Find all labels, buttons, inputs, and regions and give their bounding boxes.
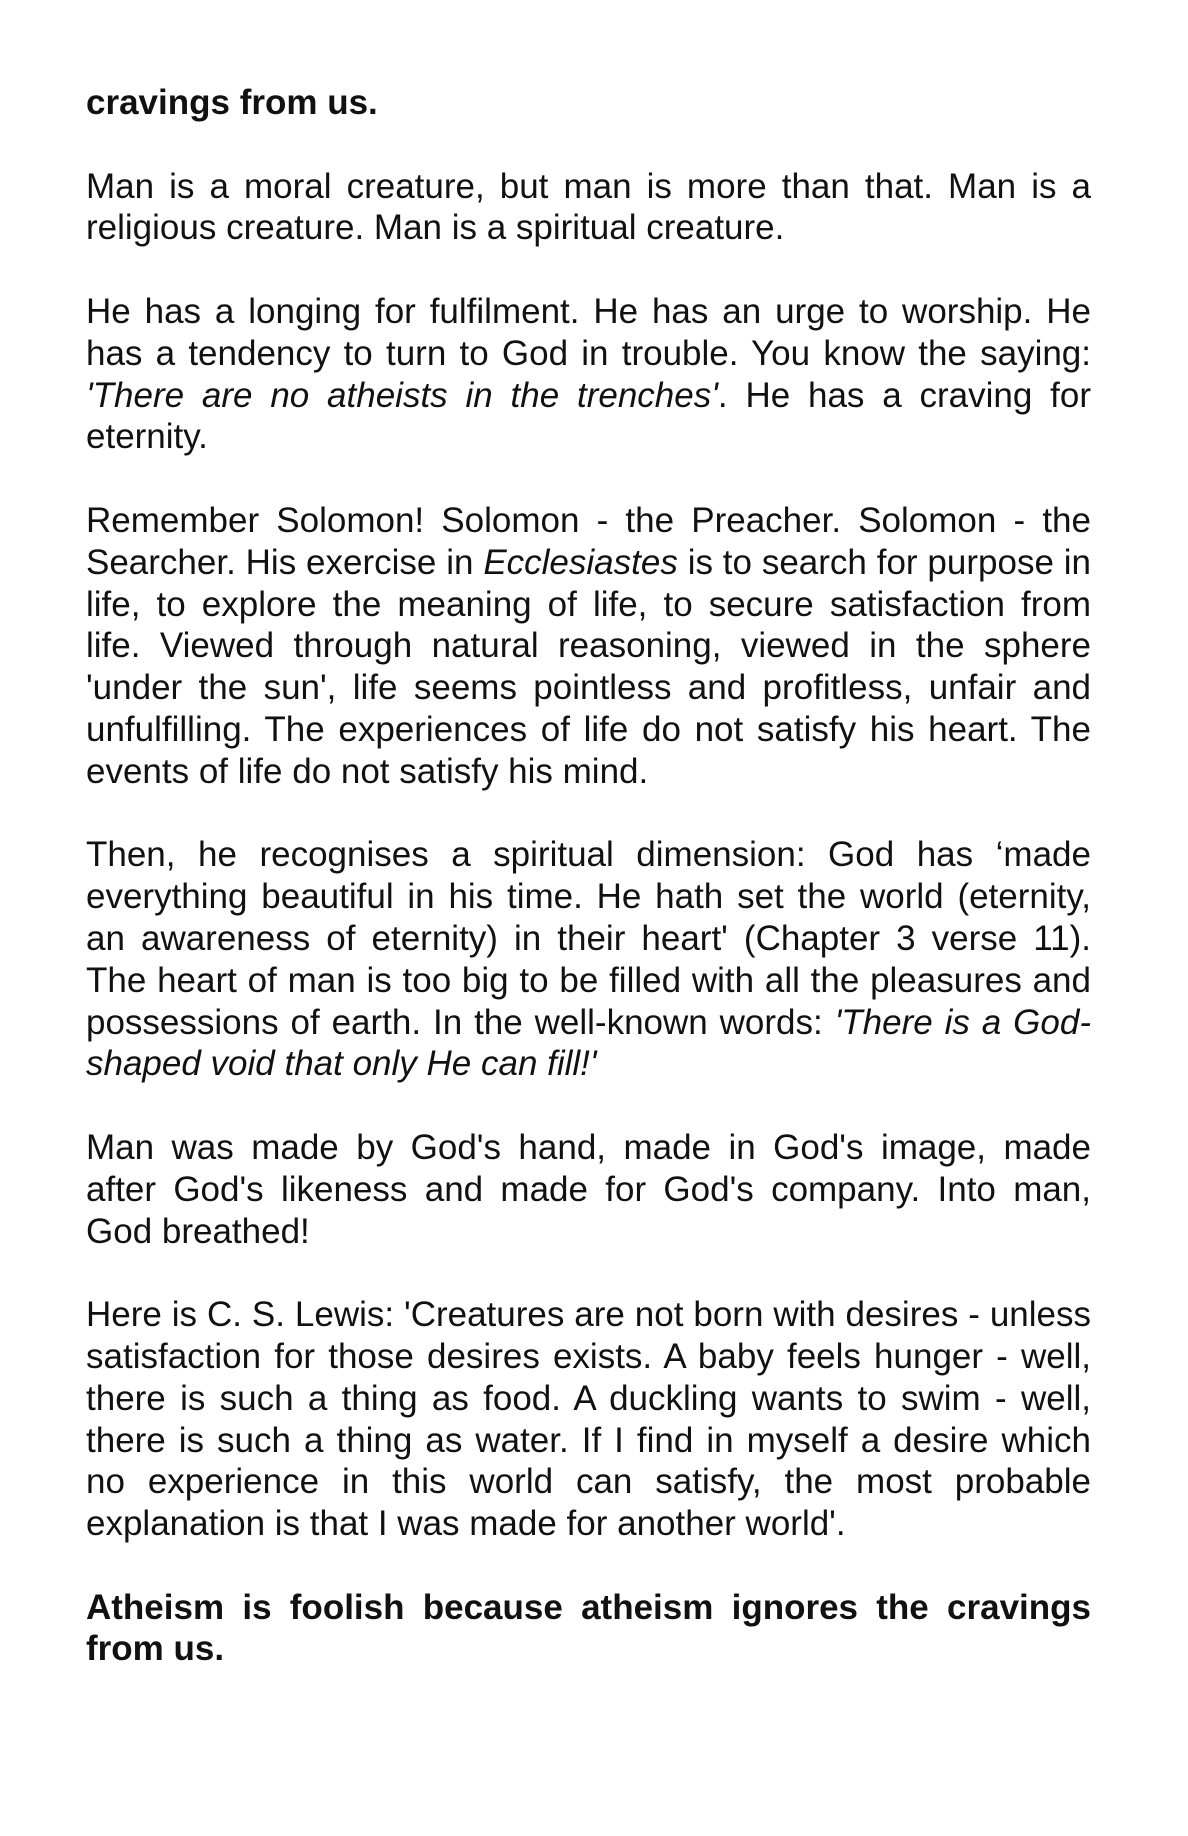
- paragraph-longing-end: . He has a craving for eternity.: [86, 375, 1091, 457]
- god-shaped-void-quote: 'There is a God-shaped void that only He can fill!': [86, 1002, 1091, 1084]
- paragraph-spiritual-text: Then, he recognises a spiritual dimension: God has ‘made everything beautiful in his time. He hath set the world (eternity, an awareness of eternity) in their heart' (Chapter 3 verse 11). The heart of man is too big to be filled with all the pleasures and possessions of earth. In the well-known words:: [86, 835, 1091, 1042]
- opening-line: cravings from us.: [86, 83, 378, 122]
- paragraph-solomon: [86, 500, 1091, 793]
- paragraph-solomon-end: is to search for purpose in life, to explore the meaning of life, to secure satisfaction from life. Viewed through natural reasoning, viewed in the sphere 'under the sun', life seems pointless and profitless, unfair and unfulfilling. The experiences of life do not satisfy his heart. The events of life do not satisfy his mind.: [86, 542, 1091, 791]
- paragraph-moral-creature: Man is a moral creature, but man is more than that. Man is a religious creature. Man is a spiritual creature.: [86, 166, 1091, 248]
- paragraph-gods-image: Man was made by God's hand, made in God's image, made after God's likeness and made for God's company. Into man, God breathed!: [86, 1127, 1091, 1251]
- closing-statement: Atheism is foolish because atheism ignores the cravings from us.: [86, 1587, 1091, 1669]
- ecclesiastes-title: Ecclesiastes: [483, 542, 678, 582]
- paragraph-longing-text: He has a longing for fulfilment. He has an urge to worship. He has a tendency to turn to God in trouble. You know the saying:: [86, 291, 1091, 373]
- paragraph-solomon-text: Remember Solomon! Solomon - the Preacher. Solomon - the Searcher. His exercise in: [86, 500, 1091, 582]
- paragraph-spiritual-dimension: [86, 834, 1091, 1085]
- trenches-quote: 'There are no atheists in the trenches': [86, 375, 718, 415]
- paragraph-longing: [86, 291, 1091, 458]
- document-page: [86, 82, 1091, 1712]
- paragraph-cs-lewis: Here is C. S. Lewis: 'Creatures are not born with desires - unless satisfaction for those desires exists. A baby feels hunger - well, there is such a thing as food. A duckling wants to swim - well, there is such a thing as water. If I find in myself a desire which no experience in this world can satisfy, the most probable explanation is that I was made for another world'.: [86, 1295, 1091, 1544]
